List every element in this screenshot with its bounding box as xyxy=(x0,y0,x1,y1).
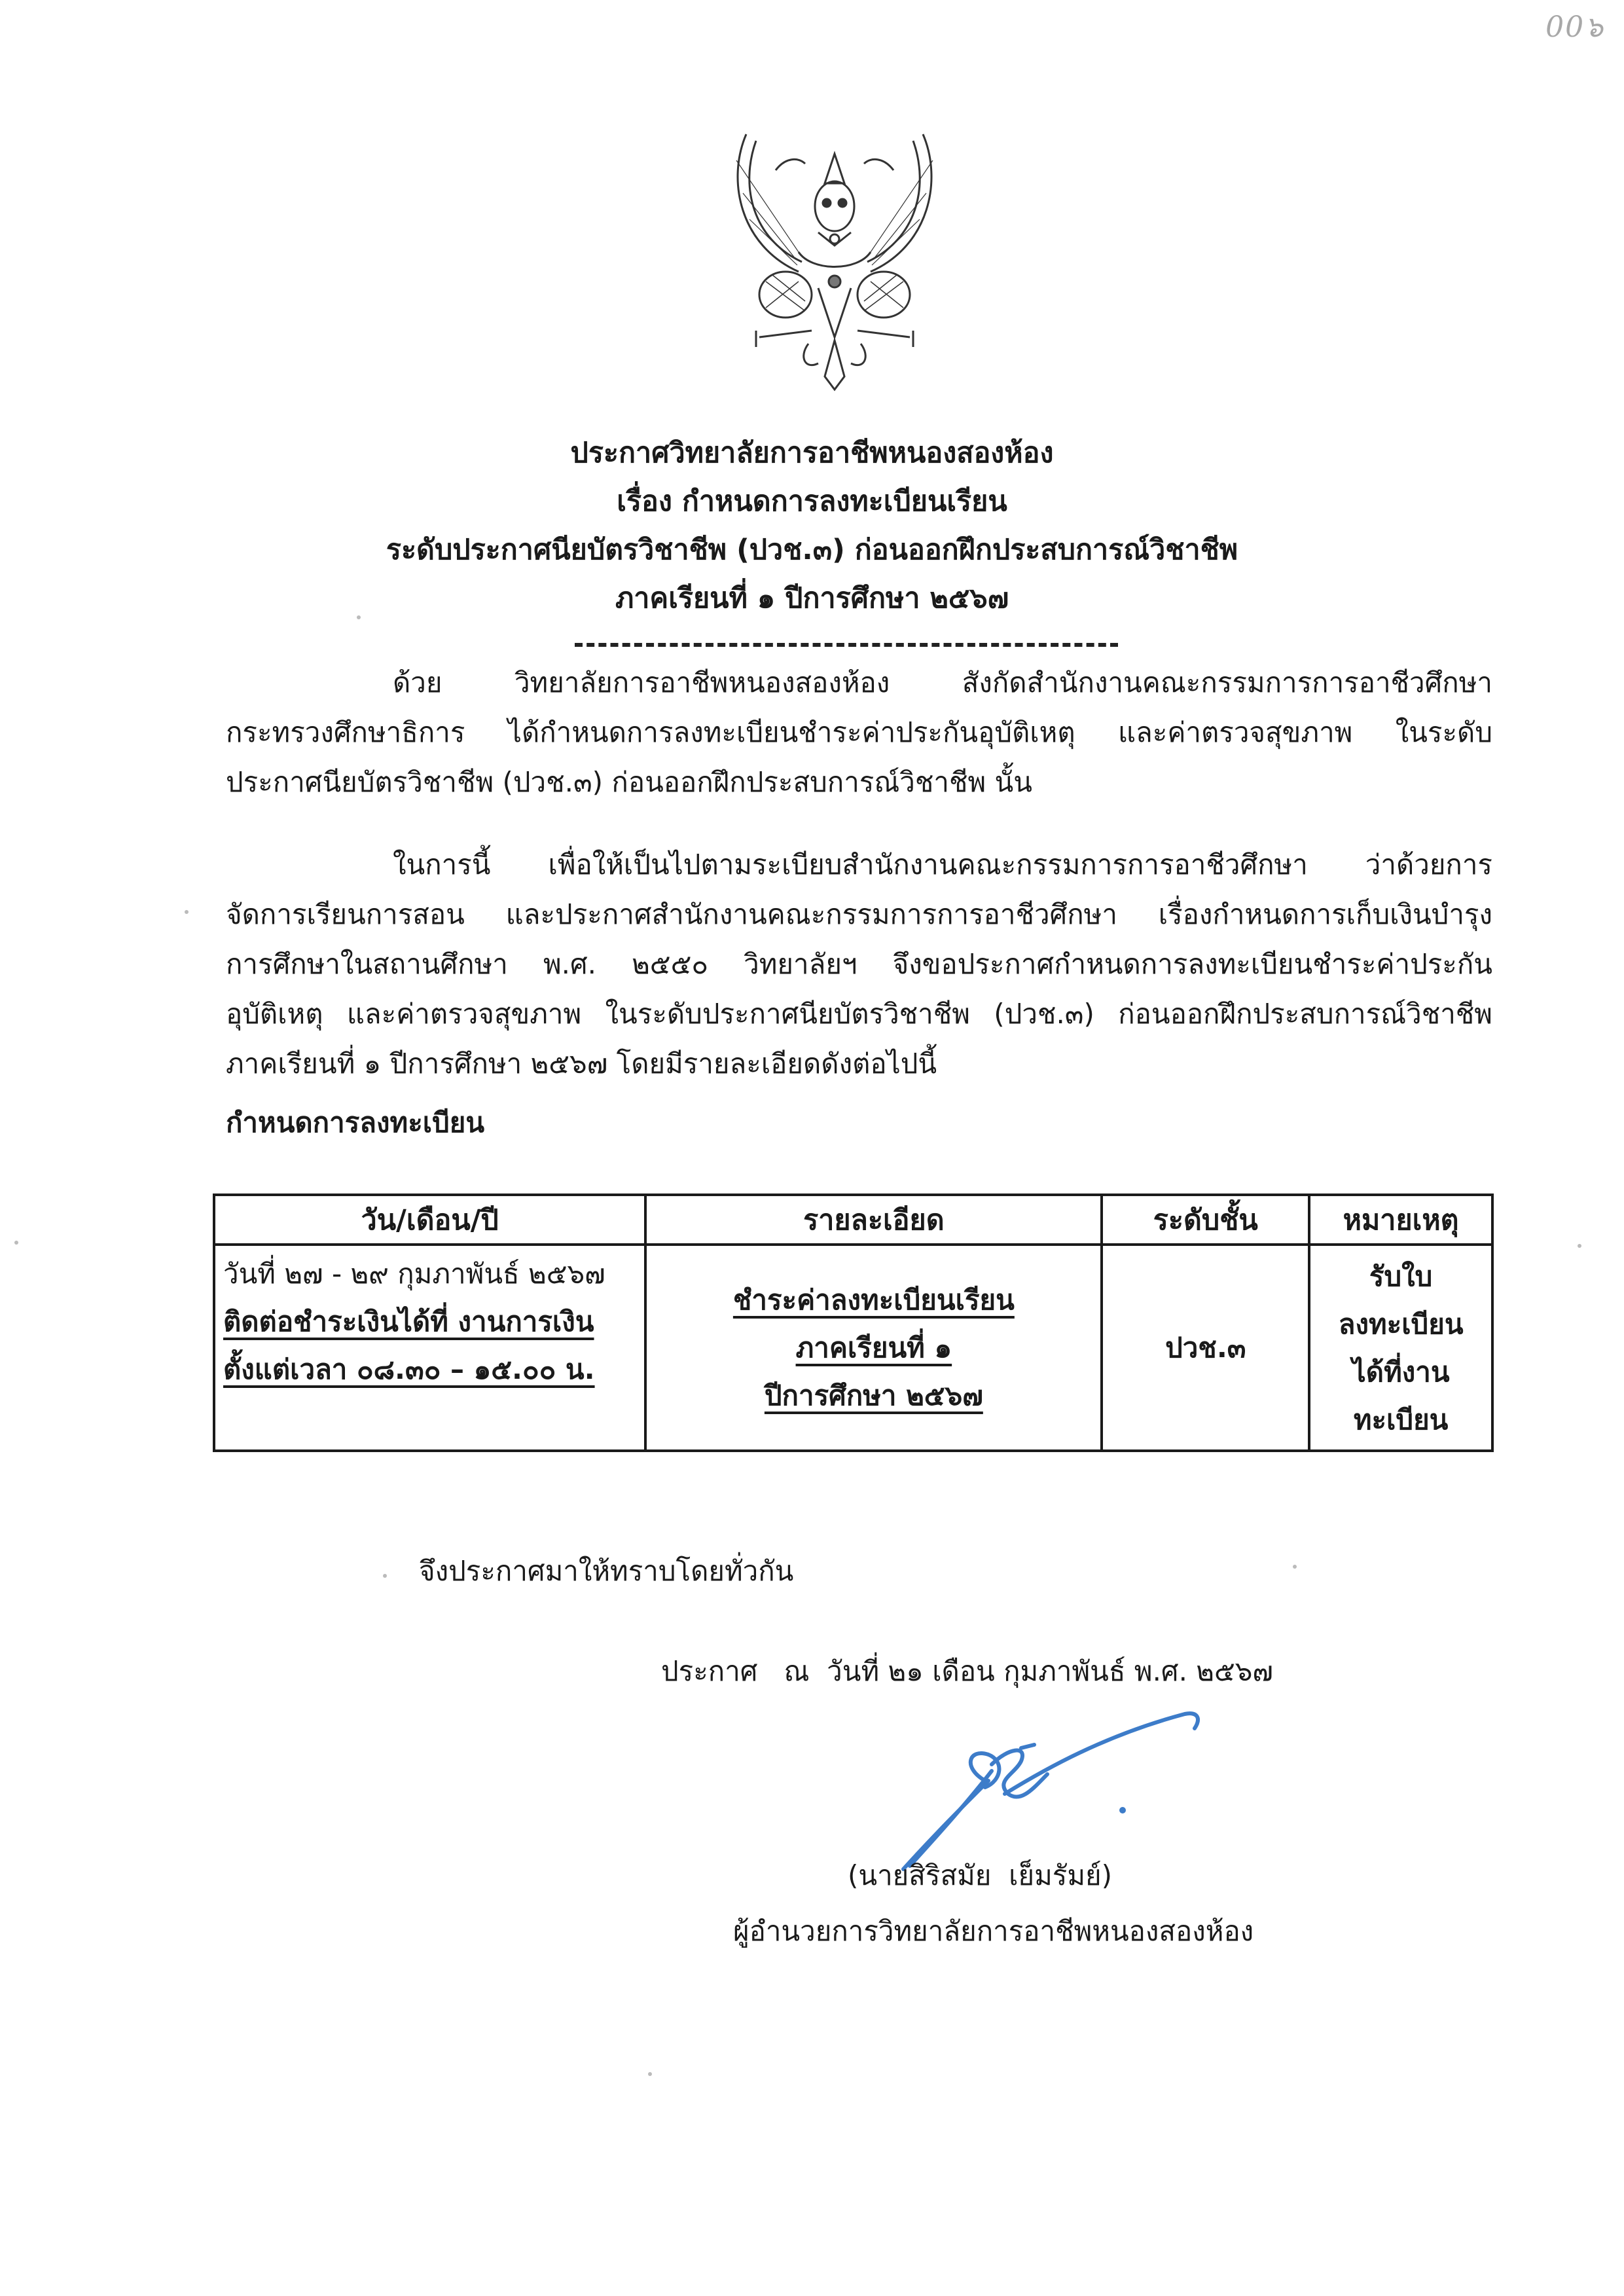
closing-statement: จึงประกาศมาให้ทราบโดยทั่วกัน xyxy=(419,1555,794,1587)
cell-date xyxy=(214,1245,645,1451)
cell-remark xyxy=(1309,1245,1492,1451)
title-line-term: ภาคเรียนที่ ๑ ปีการศึกษา ๒๕๖๗ xyxy=(615,582,1009,615)
paragraph-line: ในการนี้ เพื่อให้เป็นไปตามระเบียบสำนักงานคณะกรรมการการอาชีวศึกษา ว่าด้วยการ xyxy=(393,848,1492,881)
payment-hours: ตั้งแต่เวลา ๐๘.๓๐ – ๑๕.๐๐ น. xyxy=(223,1353,595,1385)
paragraph-line: จัดการเรียนการสอน และประกาศสำนักงานคณะกรรมการการอาชีวศึกษา เรื่องกำหนดการเก็บเงินบำรุง xyxy=(226,898,1492,930)
detail-line: ชำระค่าลงทะเบียนเรียน xyxy=(732,1284,1015,1316)
scan-speck xyxy=(1293,1565,1297,1569)
title-line-level: ระดับประกาศนียบัตรวิชาชีพ (ปวช.๓) ก่อนออกฝึกประสบการณ์วิชาชีพ xyxy=(386,534,1238,566)
paragraph-line: ภาคเรียนที่ ๑ ปีการศึกษา ๒๕๖๗ โดยมีรายละเอียดดังต่อไปนี้ xyxy=(226,1048,937,1080)
header-remark: หมายเหตุ xyxy=(1309,1195,1492,1245)
scan-speck xyxy=(648,2072,652,2076)
payment-location: ติดต่อชำระเงินได้ที่ งานการเงิน xyxy=(223,1305,594,1338)
schedule-table xyxy=(213,1194,1494,1452)
announcement-title xyxy=(0,429,1624,623)
header-level: ระดับชั้น xyxy=(1102,1195,1309,1245)
schedule-heading: กำหนดการลงทะเบียน xyxy=(226,1106,485,1139)
cell-detail xyxy=(645,1245,1102,1451)
garuda-emblem-icon xyxy=(720,121,949,396)
header-date: วัน/เดือน/ปี xyxy=(214,1195,645,1245)
title-separator xyxy=(575,643,1118,647)
scan-speck xyxy=(1578,1244,1581,1248)
paragraph-intro xyxy=(226,658,1492,807)
cell-level xyxy=(1102,1245,1309,1451)
remark-line: รับใบ xyxy=(1369,1260,1433,1292)
title-line-subject: เรื่อง กำหนดการลงทะเบียนเรียน xyxy=(617,485,1007,518)
paragraph-line: อุบัติเหตุ และค่าตรวจสุขภาพ ในระดับประกาศนียบัตรวิชาชีพ (ปวช.๓) ก่อนออกฝึกประสบการณ์วิชาชีพ xyxy=(226,998,1492,1030)
remark-line: ทะเบียน xyxy=(1353,1403,1449,1436)
table-row xyxy=(214,1245,1492,1451)
detail-line: ปีการศึกษา ๒๕๖๗ xyxy=(764,1379,983,1412)
level-value: ปวช.๓ xyxy=(1165,1331,1246,1364)
date-range: วันที่ ๒๗ - ๒๙ กุมภาพันธ์ ๒๕๖๗ xyxy=(223,1258,605,1290)
announcement-date: ประกาศ ณ วันที่ ๒๑ เดือน กุมภาพันธ์ พ.ศ. ๒๕๖๗ xyxy=(661,1655,1273,1687)
scan-speck xyxy=(383,1574,387,1578)
paragraph-regulation xyxy=(226,840,1492,1089)
scan-speck xyxy=(14,1241,18,1245)
signer-name: (นายสิริสมัย เย็มรัมย์) xyxy=(848,1859,1113,1891)
paragraph-line: ประกาศนียบัตรวิชาชีพ (ปวช.๓) ก่อนออกฝึกประสบการณ์วิชาชีพ นั้น xyxy=(226,766,1032,798)
remark-line: ได้ที่งาน xyxy=(1352,1355,1450,1388)
paragraph-line: การศึกษาในสถานศึกษา พ.ศ. ๒๕๕๐ วิทยาลัยฯ จึงขอประกาศกำหนดการลงทะเบียนชำระค่าประกัน xyxy=(226,948,1492,980)
paragraph-line: กระทรวงศึกษาธิการ ได้กำหนดการลงทะเบียนชำระค่าประกันอุบัติเหตุ และค่าตรวจสุขภาพ ในระดับ xyxy=(226,716,1492,748)
header-detail: รายละเอียด xyxy=(645,1195,1102,1245)
signer-title: ผู้อำนวยการวิทยาลัยการอาชีพหนองสองห้อง xyxy=(733,1915,1254,1947)
remark-line: ลงทะเบียน xyxy=(1338,1307,1464,1340)
paragraph-line: ด้วย วิทยาลัยการอาชีพหนองสองห้อง สังกัดสำนักงานคณะกรรมการการอาชีวศึกษา xyxy=(393,666,1492,699)
scan-speck xyxy=(185,910,189,914)
corner-handwritten-note: 00๖ xyxy=(1545,10,1604,44)
title-line-issuer: ประกาศวิทยาลัยการอาชีพหนองสองห้อง xyxy=(570,437,1054,469)
table-header-row xyxy=(214,1195,1492,1245)
detail-line: ภาคเรียนที่ ๑ xyxy=(795,1332,952,1364)
scan-speck xyxy=(357,615,361,619)
